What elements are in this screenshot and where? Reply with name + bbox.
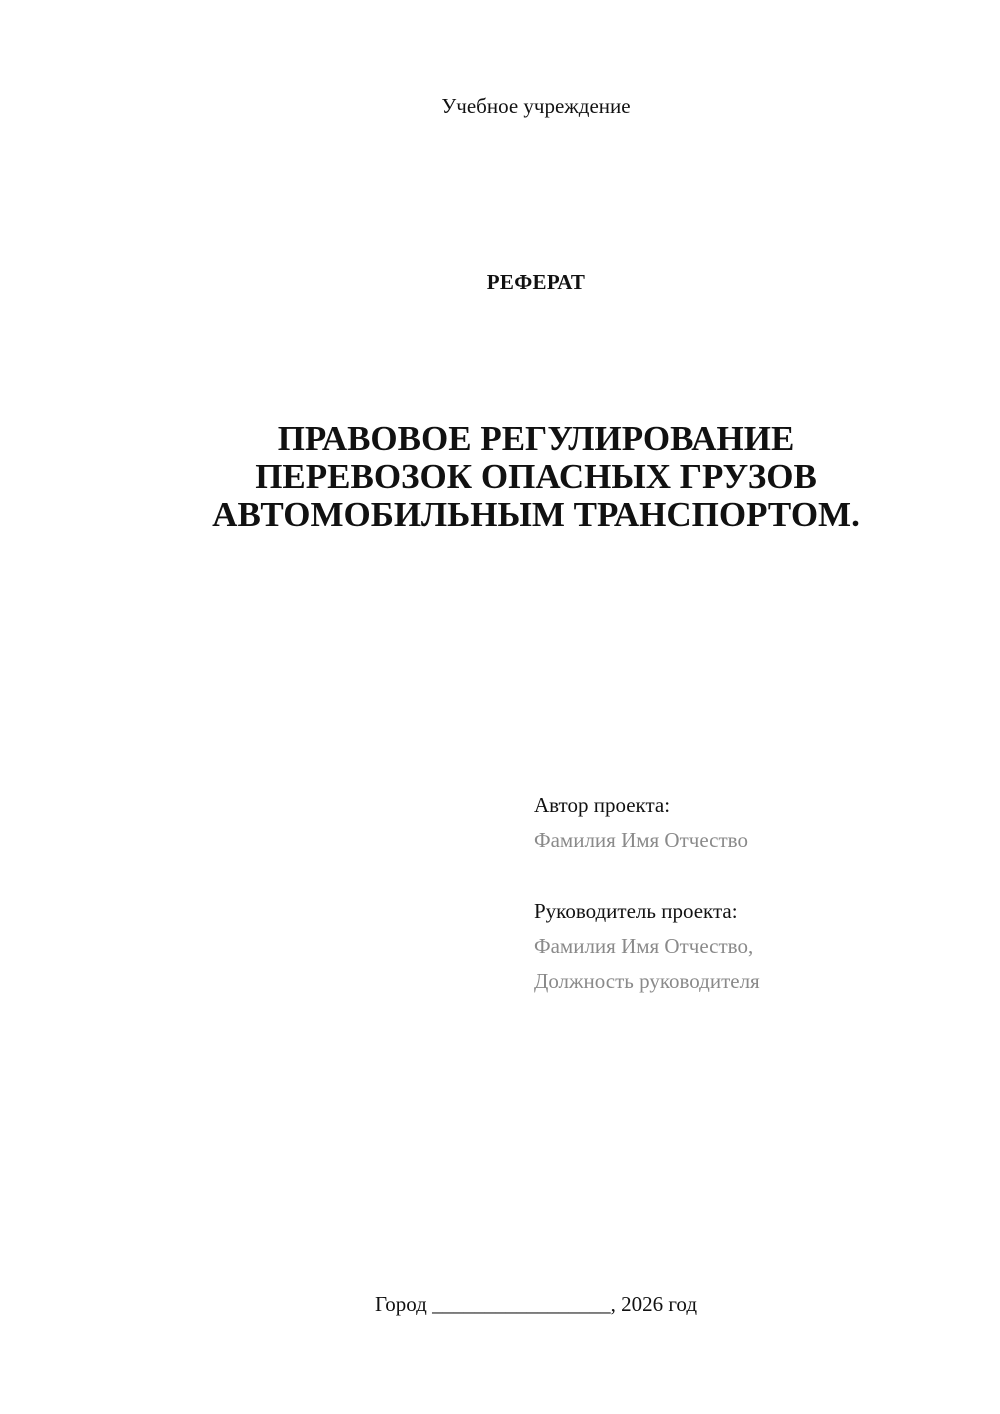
supervisor-position: Должность руководителя [534, 969, 760, 993]
city-year-line: Город _________________, 2026 год [374, 1292, 698, 1316]
author-name: Фамилия Имя Отчество [534, 828, 748, 852]
document-title-line-2: ПЕРЕВОЗОК ОПАСНЫХ ГРУЗОВ [255, 457, 817, 496]
document-type: РЕФЕРАТ [486, 270, 586, 294]
document-title-line-3: АВТОМОБИЛЬНЫМ ТРАНСПОРТОМ. [212, 495, 860, 534]
author-label: Автор проекта: [534, 793, 671, 817]
document-title [0, 420, 1000, 534]
document-title-line-1: ПРАВОВОЕ РЕГУЛИРОВАНИЕ [277, 419, 795, 458]
credits-spacer [534, 858, 974, 894]
supervisor-name: Фамилия Имя Отчество, [534, 934, 754, 958]
supervisor-label: Руководитель проекта: [534, 899, 738, 923]
institution-name: Учебное учреждение [441, 94, 631, 118]
credits-block [534, 788, 974, 999]
